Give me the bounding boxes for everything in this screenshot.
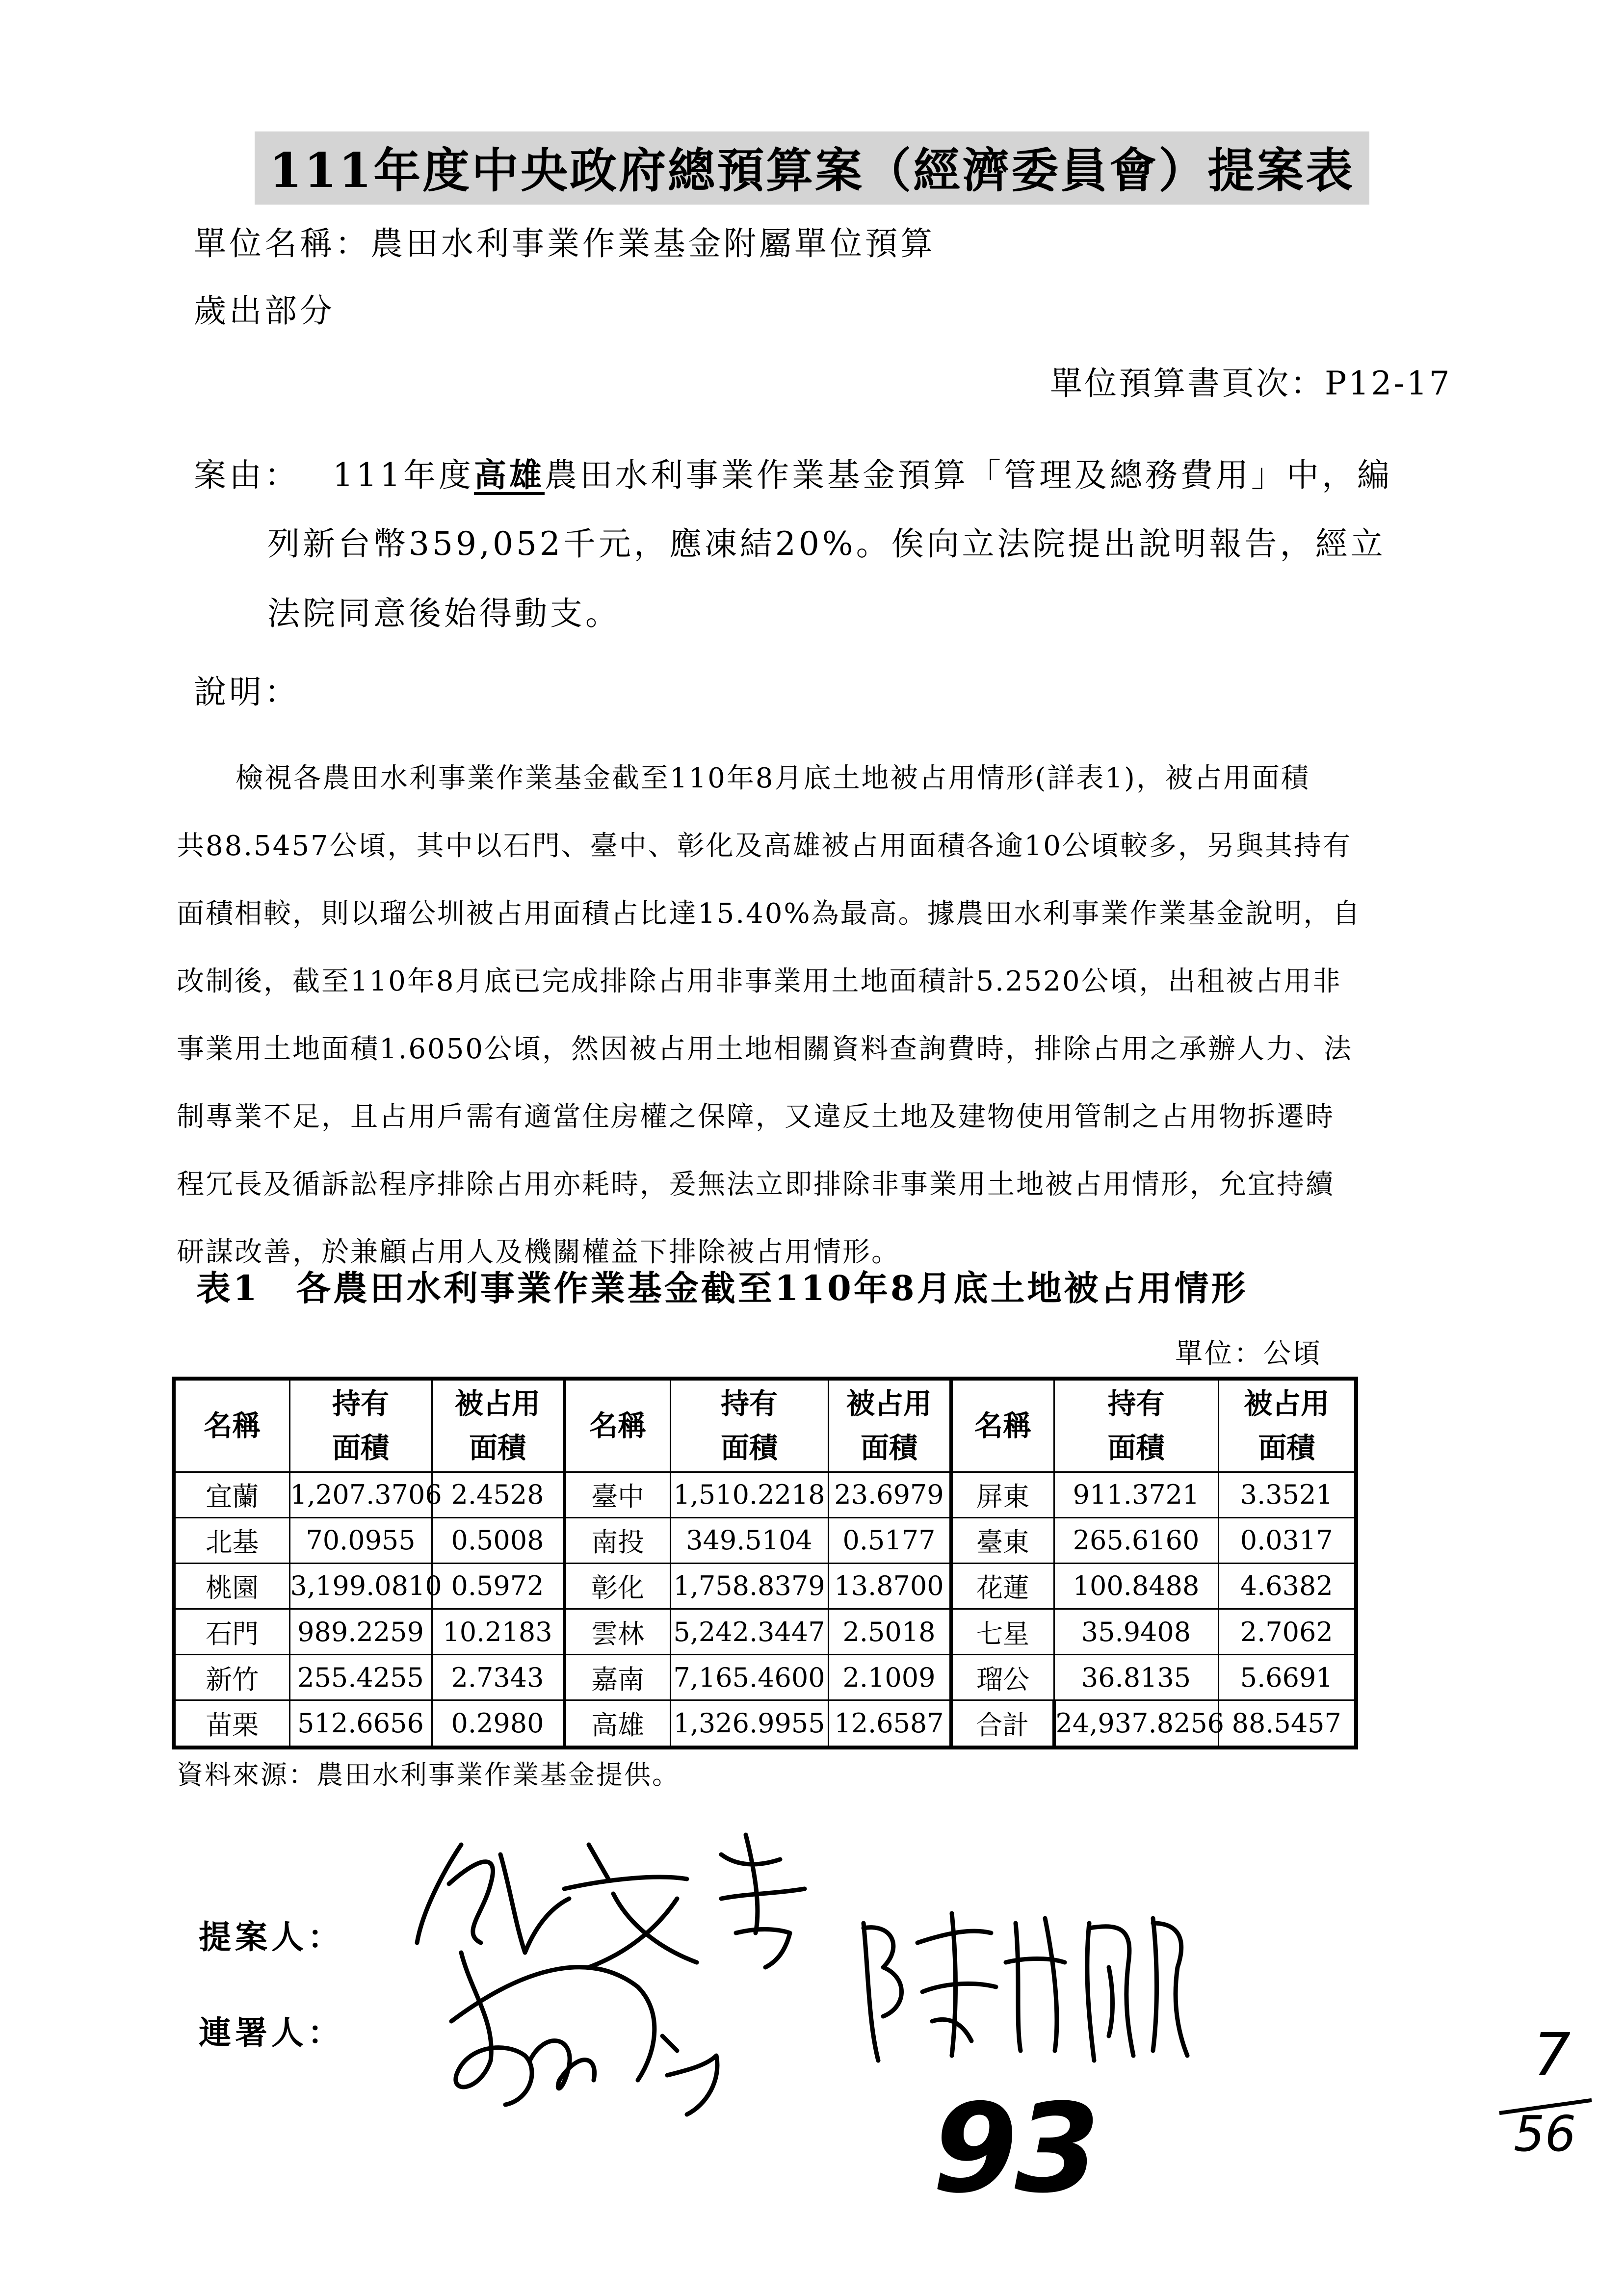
cell-name: 宜蘭	[174, 1472, 289, 1517]
case-line-3: 法院同意後始得動支。	[267, 595, 621, 632]
cell-total-occupied: 88.5457	[1218, 1700, 1356, 1748]
cell-occupied: 13.8700	[828, 1563, 951, 1609]
explain-line: 事業用土地面積1.6050公頃，然因被占用土地相關資料查詢費時，排除占用之承辦人力、法	[177, 1033, 1353, 1065]
cell-held: 1,758.8379	[670, 1563, 828, 1609]
cell-occupied: 10.2183	[432, 1609, 564, 1655]
title-text: 111年度中央政府總預算案（經濟委員會）提案表	[255, 131, 1369, 205]
cell-name: 雲林	[564, 1609, 670, 1655]
explain-line: 研謀改善，於兼顧占用人及機關權益下排除被占用情形。	[177, 1236, 900, 1268]
cell-name: 屏東	[951, 1472, 1054, 1517]
proposer-label: 提案人：	[199, 1918, 344, 1956]
handwritten-number: 93	[932, 2077, 1097, 2220]
header-name: 名稱	[564, 1379, 670, 1472]
cell-occupied: 2.4528	[432, 1472, 564, 1517]
header-held: 持有 面積	[1054, 1379, 1218, 1472]
explain-line: 程冗長及循訴訟程序排除占用亦耗時，爰無法立即排除非事業用土地被占用情形，允宜持續	[177, 1169, 1335, 1200]
case-line1-post: 農田水利事業作業基金預算「管理及總務費用」中，編	[544, 456, 1392, 494]
occupied-land-table	[172, 1377, 1358, 1749]
cell-occupied: 4.6382	[1218, 1563, 1356, 1609]
explain-label: 說明：	[194, 673, 300, 711]
cell-held: 1,510.2218	[670, 1472, 828, 1517]
cell-held: 3,199.0810	[289, 1563, 432, 1609]
page-fraction-top: 7	[1533, 2021, 1571, 2089]
table-row	[174, 1609, 1356, 1655]
header-held: 持有 面積	[289, 1379, 432, 1472]
page-fraction-bottom: 56	[1514, 2105, 1576, 2163]
cell-name: 北基	[174, 1517, 289, 1563]
header-name: 名稱	[951, 1379, 1054, 1472]
cell-held: 1,326.9955	[670, 1700, 828, 1748]
header-held: 持有 面積	[670, 1379, 828, 1472]
cell-occupied: 12.6587	[828, 1700, 951, 1748]
explain-line: 檢視各農田水利事業作業基金截至110年8月底土地被占用情形(詳表1)，被占用面積	[236, 762, 1310, 794]
cell-occupied: 2.5018	[828, 1609, 951, 1655]
cell-total-label: 合計	[951, 1700, 1054, 1748]
cell-name: 臺東	[951, 1517, 1054, 1563]
cosigner-signature-2	[834, 1894, 1207, 2080]
cell-held: 349.5104	[670, 1517, 828, 1563]
cell-name: 臺中	[564, 1472, 670, 1517]
header-name: 名稱	[174, 1379, 289, 1472]
cell-occupied: 0.5008	[432, 1517, 564, 1563]
table-source: 資料來源：農田水利事業作業基金提供。	[177, 1759, 680, 1790]
cell-occupied: 0.0317	[1218, 1517, 1356, 1563]
case-line-2: 列新台幣359,052千元，應凍結20%。俟向立法院提出說明報告，經立	[267, 525, 1386, 563]
table-header-row	[174, 1379, 1356, 1472]
cell-held: 512.6656	[289, 1700, 432, 1748]
unit-name-line: 單位名稱：農田水利事業作業基金附屬單位預算	[194, 225, 936, 262]
cosigner-label: 連署人：	[199, 2013, 344, 2052]
cell-occupied: 0.5177	[828, 1517, 951, 1563]
page-reference: 單位預算書頁次：P12-17	[1050, 365, 1452, 402]
explain-line: 共88.5457公頃，其中以石門、臺中、彰化及高雄被占用面積各逾10公頃較多，另與其持有	[177, 830, 1352, 862]
table-row	[174, 1700, 1356, 1748]
cell-held: 5,242.3447	[670, 1609, 828, 1655]
header-occupied: 被占用 面積	[828, 1379, 951, 1472]
cell-total-held: 24,937.8256	[1054, 1700, 1218, 1748]
table-row	[174, 1655, 1356, 1700]
cell-held: 989.2259	[289, 1609, 432, 1655]
cell-name: 瑠公	[951, 1655, 1054, 1700]
table-row	[174, 1563, 1356, 1609]
case-line1-pre: 111年度	[332, 456, 474, 494]
cell-name: 花蓮	[951, 1563, 1054, 1609]
header-occupied: 被占用 面積	[432, 1379, 564, 1472]
case-underlined-word: 高雄	[473, 456, 545, 494]
cell-occupied: 2.1009	[828, 1655, 951, 1700]
cell-held: 255.4255	[289, 1655, 432, 1700]
cell-name: 南投	[564, 1517, 670, 1563]
table-unit: 單位：公頃	[1175, 1338, 1322, 1370]
table-row	[174, 1517, 1356, 1563]
cell-occupied: 2.7343	[432, 1655, 564, 1700]
cell-held: 35.9408	[1054, 1609, 1218, 1655]
cell-held: 265.6160	[1054, 1517, 1218, 1563]
cell-occupied: 2.7062	[1218, 1609, 1356, 1655]
explain-line: 制專業不足，且占用戶需有適當住房權之保障，又違反土地及建物使用管制之占用物拆遷時	[177, 1101, 1335, 1133]
cell-held: 36.8135	[1054, 1655, 1218, 1700]
cosigner-signature-1	[432, 1933, 814, 2139]
explain-line: 面積相較，則以瑠公圳被占用面積占比達15.40%為最高。據農田水利事業作業基金說明，自	[177, 898, 1362, 930]
cell-held: 100.8488	[1054, 1563, 1218, 1609]
cell-occupied: 0.2980	[432, 1700, 564, 1748]
case-label: 案由：	[194, 456, 300, 494]
cell-occupied: 5.6691	[1218, 1655, 1356, 1700]
cell-name: 七星	[951, 1609, 1054, 1655]
case-line-1	[194, 449, 1392, 496]
cell-name: 高雄	[564, 1700, 670, 1748]
cell-name: 桃園	[174, 1563, 289, 1609]
document-title	[0, 131, 1624, 205]
cell-name: 新竹	[174, 1655, 289, 1700]
cell-held: 1,207.3706	[289, 1472, 432, 1517]
cell-held: 70.0955	[289, 1517, 432, 1563]
cell-name: 苗栗	[174, 1700, 289, 1748]
cell-held: 7,165.4600	[670, 1655, 828, 1700]
cell-name: 彰化	[564, 1563, 670, 1609]
cell-name: 嘉南	[564, 1655, 670, 1700]
cell-occupied: 3.3521	[1218, 1472, 1356, 1517]
cell-occupied: 0.5972	[432, 1563, 564, 1609]
explain-line: 改制後，截至110年8月底已完成排除占用非事業用土地面積計5.2520公頃，出租被占用非	[177, 965, 1342, 997]
cell-occupied: 23.6979	[828, 1472, 951, 1517]
table-row	[174, 1472, 1356, 1517]
header-occupied: 被占用 面積	[1218, 1379, 1356, 1472]
section-label: 歲出部分	[194, 292, 335, 330]
cell-name: 石門	[174, 1609, 289, 1655]
cell-held: 911.3721	[1054, 1472, 1218, 1517]
table-title: 表1 各農田水利事業作業基金截至110年8月底土地被占用情形	[196, 1268, 1248, 1308]
